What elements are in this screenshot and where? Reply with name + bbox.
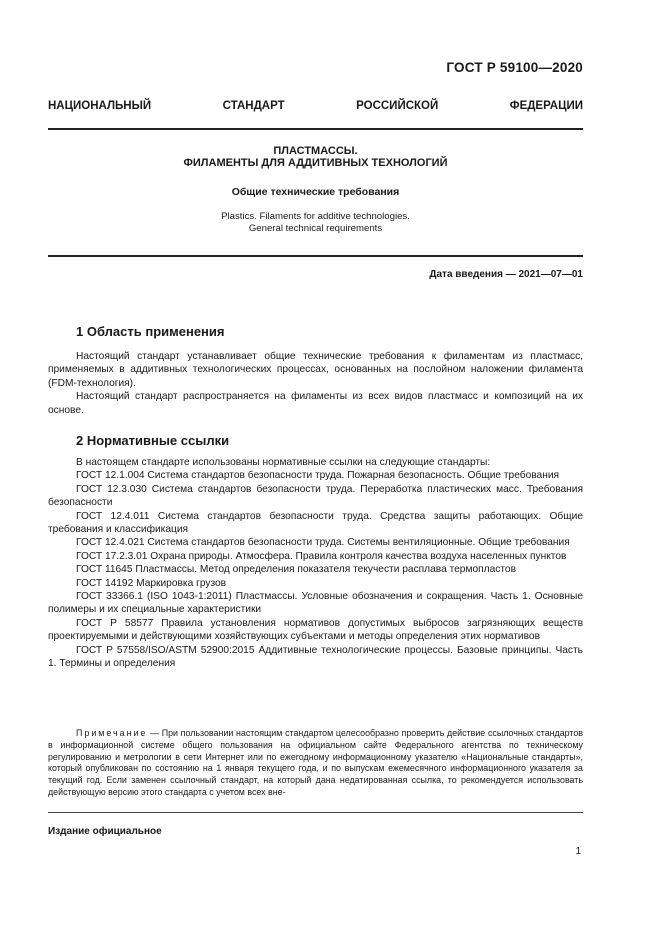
note-label: Примечание [76,728,148,738]
section-1-heading: 1 Область применения [76,324,225,339]
paragraph: Настоящий стандарт распространяется на филаменты из всех видов пластмасс и композиций на их основе. [48,391,583,416]
section-1-body [48,350,583,417]
title-line-2: ФИЛАМЕНТЫ ДЛЯ АДДИТИВНЫХ ТЕХНОЛОГИЙ [183,157,448,169]
paragraph: В настоящем стандарте использованы нормативные ссылки на следующие стандарты: [76,457,491,468]
reference-item: ГОСТ 12.4.011 Система стандартов безопасности труда. Средства защиты работающих. Общие требования и классификация [48,510,583,536]
footer-rule [48,812,583,813]
official-edition-label: Издание официальное [48,826,162,837]
national-standard-banner: НАЦИОНАЛЬНЫЙ СТАНДАРТ РОССИЙСКОЙ ФЕДЕРАЦИИ [48,100,583,112]
header-rule [48,128,583,130]
introduction-date: Дата введения — 2021—07—01 [429,269,583,280]
reference-item: ГОСТ 12.4.021 Система стандартов безопасности труда. Системы вентиляционные. Общие требования [76,537,570,549]
reference-item: ГОСТ 14192 Маркировка грузов [76,577,227,589]
document-subtitle: Общие технические требования [231,186,400,198]
english-title-line-2: General technical requirements [248,223,383,234]
reference-item: ГОСТ Р 57558/ISO/ASTM 52900:2015 Аддитивные технологические процессы. Базовые принципы. Часть 1. Термины и определения [48,644,583,670]
reference-item: ГОСТ Р 58577 Правила установления нормативов допустимых выбросов загрязняющих веществ проектируемыми и действующими хозяйствующих субъектами и методы определения этих нормативов [48,617,583,643]
reference-item: ГОСТ 12.1.004 Система стандартов безопасности труда. Пожарная безопасность. Общие требования [76,470,560,482]
title-line-1: ПЛАСТМАССЫ. [273,145,358,157]
paragraph: Настоящий стандарт устанавливает общие технические требования к филаментам из пластмасс, применяемых в аддитивных технологических процессах, основанных на послойном наложении филамента (FDM-технология). [48,351,583,389]
section-2-heading: 2 Нормативные ссылки [76,433,230,448]
english-title-line-1: Plastics. Filaments for additive technologies. [221,211,410,222]
reference-item: ГОСТ 17.2.3.01 Охрана природы. Атмосфера. Правила контроля качества воздуха населенных пунктов [76,550,567,562]
reference-item: ГОСТ 11645 Пластмассы. Метод определения показателя текучести расплава термопластов [76,564,516,576]
reference-item: ГОСТ 12.3.030 Система стандартов безопасности труда. Переработка пластических масс. Требования безопасности [48,483,583,509]
note-text: — При пользовании настоящим стандартом целесообразно проверить действие ссылочных стандартов в информационной системе общего пользования на официальном сайте Федерального агентства по техническому регулированию и метрологии в сети Интернет или по ежегодному информационному указателю «Национальные стандарты», который опубликован по состоянию на 1 января текущего года, и по выпускам ежемесячного информационного указателя за текущий год. Если заменен ссылочный стандарт, на который дана недатированная ссылка, то рекомендуется использовать действующую версию этого стандарта с учетом всех вне- [48,728,583,797]
page-number: 1 [575,846,581,857]
document-number: ГОСТ Р 59100—2020 [446,60,583,75]
reference-item: ГОСТ 33366.1 (ISO 1043-1:2011) Пластмассы. Условные обозначения и сокращения. Часть 1. Основные полимеры и их специальные характеристики [48,591,583,616]
note-paragraph [48,728,583,799]
section-2-body [48,456,583,671]
title-rule [48,255,583,257]
